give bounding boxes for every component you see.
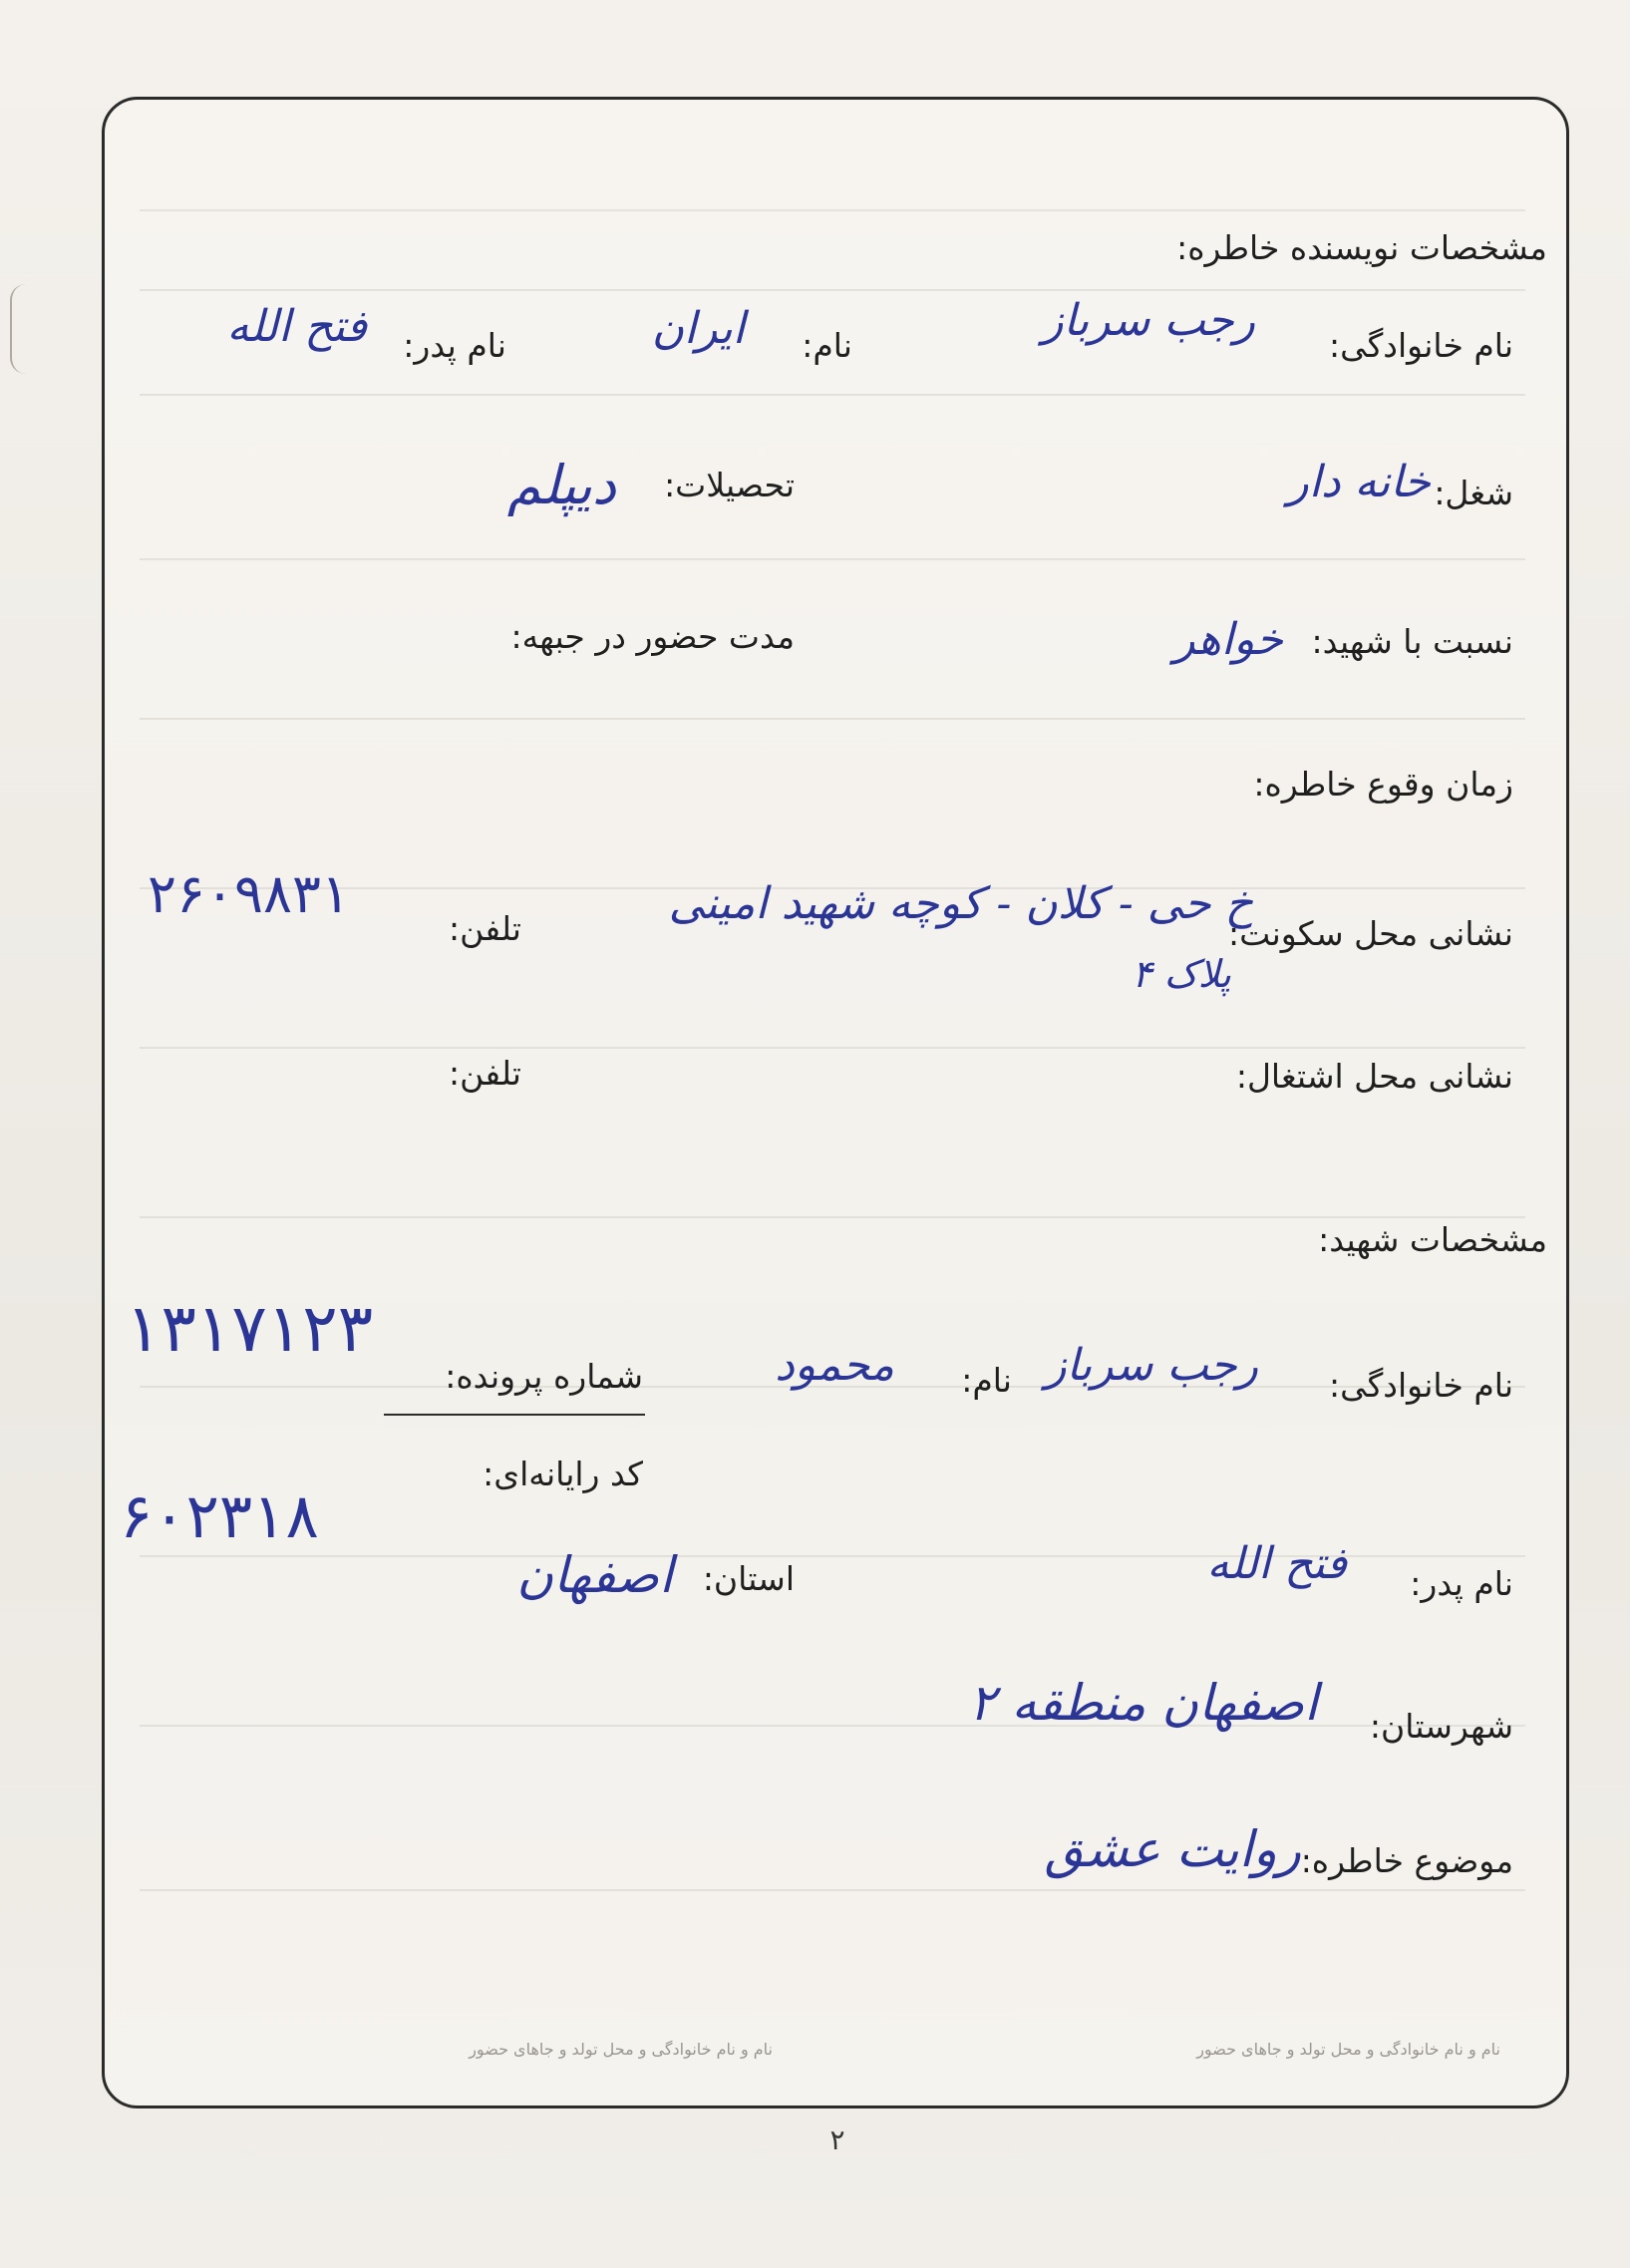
- writer-job-label: شغل:: [1434, 474, 1513, 512]
- show-through-line: [140, 558, 1525, 560]
- binding-mark: [10, 284, 26, 374]
- martyr-father-name-label: نام پدر:: [1410, 1564, 1513, 1603]
- martyr-file-number-label: شماره پرونده:: [445, 1357, 643, 1396]
- martyr-section-heading: مشخصات شهید:: [1318, 1220, 1547, 1259]
- martyr-father-name-value: فتح الله: [1206, 1538, 1347, 1589]
- martyr-file-number-value: ۱۳۱۷۱۲۳: [126, 1290, 374, 1367]
- writer-father-name-label: نام پدر:: [403, 326, 506, 365]
- writer-family-name-label: نام خانوادگی:: [1328, 326, 1513, 365]
- martyr-province-value: اصفهان: [516, 1546, 673, 1604]
- show-through-line: [140, 209, 1525, 211]
- martyr-memory-subject-value: روایت عشق: [1044, 1820, 1301, 1878]
- martyr-city-label: شهرستان:: [1369, 1707, 1513, 1746]
- writer-home-phone-value: ۲۶۰۹۸۳۱: [148, 862, 351, 925]
- martyr-memory-subject-label: موضوع خاطره:: [1300, 1841, 1513, 1880]
- martyr-first-name-label: نام:: [961, 1361, 1012, 1400]
- writer-section-heading: مشخصات نویسنده خاطره:: [1176, 228, 1547, 267]
- writer-work-address-label: نشانی محل اشتغال:: [1235, 1057, 1513, 1096]
- writer-home-phone-label: تلفن:: [448, 909, 521, 948]
- writer-home-address-value: خ حی - کلان - کوچه شهید امینی: [668, 878, 1253, 929]
- writer-home-address-label: نشانی محل سکونت:: [1228, 914, 1513, 953]
- writer-work-phone-label: تلفن:: [448, 1054, 521, 1093]
- martyr-city-value: اصفهان منطقه ۲: [968, 1674, 1318, 1732]
- show-through-line: [140, 1216, 1525, 1218]
- page-number: ۲: [829, 2123, 845, 2156]
- martyr-family-name-value: رجب سرباز: [1045, 1340, 1258, 1391]
- writer-father-name-value: فتح الله: [226, 301, 367, 352]
- writer-family-name-value: رجب سرباز: [1042, 295, 1255, 346]
- show-through-line: [140, 1889, 1525, 1891]
- martyr-computer-code-label: کد رایانه‌ای:: [483, 1455, 643, 1493]
- file-number-underline: [384, 1414, 645, 1416]
- martyr-computer-code-value: ۶۰۲۳۱۸: [120, 1479, 319, 1552]
- writer-education-value: دیپلم: [506, 454, 616, 516]
- show-through-line: [140, 394, 1525, 396]
- show-through-line: [140, 718, 1525, 720]
- writer-relation-label: نسبت با شهید:: [1311, 622, 1513, 661]
- footer-text-left: نام و نام خانوادگی و محل تولد و جاهای حضور: [469, 2040, 773, 2059]
- form-frame: [102, 97, 1569, 2108]
- writer-job-value: خانه دار: [1287, 457, 1431, 507]
- writer-education-label: تحصیلات:: [664, 466, 795, 504]
- show-through-line: [140, 289, 1525, 291]
- martyr-family-name-label: نام خانوادگی:: [1328, 1366, 1513, 1405]
- writer-front-duration-label: مدت حضور در جبهه:: [510, 617, 795, 656]
- show-through-line: [140, 1047, 1525, 1049]
- writer-home-address-value-line2: پلاک ۴: [1132, 952, 1231, 996]
- martyr-first-name-value: محمود: [775, 1340, 894, 1391]
- writer-first-name-label: نام:: [802, 326, 852, 365]
- footer-text-right: نام و نام خانوادگی و محل تولد و جاهای حضور: [1196, 2040, 1500, 2059]
- writer-relation-value: خواهر: [1173, 614, 1283, 665]
- writer-first-name-value: ایران: [651, 303, 745, 354]
- writer-memory-time-label: زمان وقوع خاطره:: [1253, 765, 1513, 804]
- martyr-province-label: استان:: [702, 1559, 795, 1598]
